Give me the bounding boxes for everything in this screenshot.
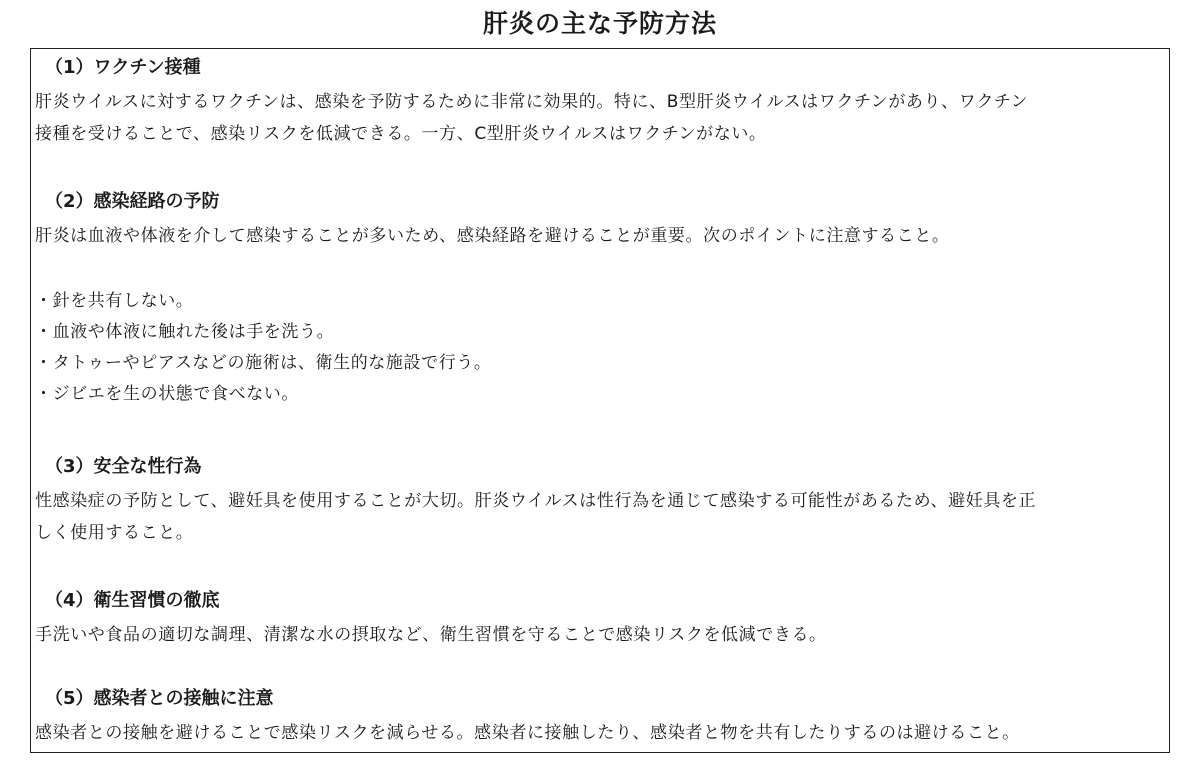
section-3-line-2: しく使用すること。 [35,523,194,543]
section-1-line-1: 肝炎ウイルスに対するワクチンは、感染を予防するために非常に効果的。特に、B型肝炎ウイルスはワクチンがあり、ワクチン [35,92,1029,112]
bullet-item: ・血液や体液に触れた後は手を洗う。 [35,322,335,342]
section-3-line-1: 性感染症の予防として、避妊具を使用することが大切。肝炎ウイルスは性行為を通じて感染する可能性があるため、避妊具を正 [35,491,1037,511]
section-3-heading: （3）安全な性行為 [45,456,202,477]
content-box [30,48,1170,753]
section-4-line-1: 手洗いや食品の適切な調理、清潔な水の摂取など、衛生習慣を守ることで感染リスクを低減できる。 [35,625,827,645]
section-1-heading: （1）ワクチン接種 [45,57,201,78]
section-5-heading: （5）感染者との接触に注意 [45,688,274,709]
bullet-item: ・ジビエを生の状態で食べない。 [35,384,299,404]
section-2-bullet-list [35,286,492,410]
section-2-line-1: 肝炎は血液や体液を介して感染することが多いため、感染経路を避けることが重要。次のポイントに注意すること。 [35,226,950,246]
bullet-item: ・針を共有しない。 [35,291,194,311]
section-5-line-1: 感染者との接触を避けることで感染リスクを減らせる。感染者に接触したり、感染者と物を共有したりするのは避けること。 [35,723,1020,743]
section-4-heading: （4）衛生習慣の徹底 [45,590,220,611]
bullet-item: ・タトゥーやピアスなどの施術は、衛生的な施設で行う。 [35,353,492,373]
section-1-line-2: 接種を受けることで、感染リスクを低減できる。一方、C型肝炎ウイルスはワクチンがない。 [35,124,767,144]
page-title: 肝炎の主な予防方法 [482,9,717,38]
section-2-heading: （2）感染経路の予防 [45,191,220,212]
